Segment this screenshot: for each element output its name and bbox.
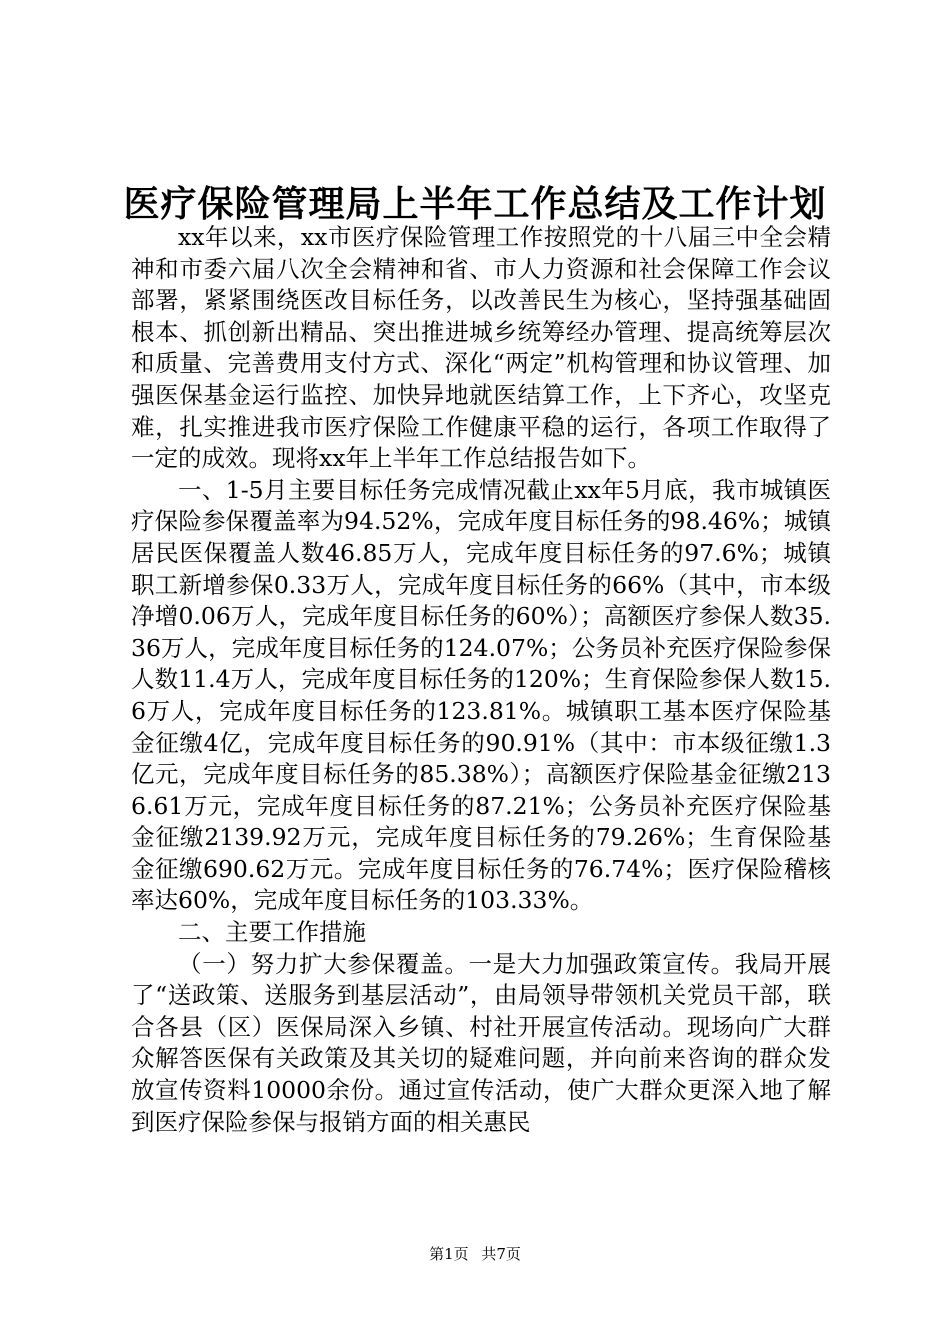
paragraph-intro: xx年以来，xx市医疗保险管理工作按照党的十八届三中全会精神和市委六届八次全会精神和省、市人力资源和社会保障工作会议部署，紧紧围绕医改目标任务，以改善民生为核心，坚持强基础固根本、抓创新出精品、突出推进城乡统筹经办管理、提高统筹层次和质量、完善费用支付方式、深化“两定”机构管理和协议管理、加强医保基金运行监控、加快异地就医结算工作，上下齐心，攻坚克难，扎实推进我市医疗保险工作健康平稳的运行，各项工作取得了一定的成效。现将xx年上半年工作总结报告如下。 bbox=[131, 223, 831, 473]
paragraph-section-two-heading: 二、主要工作措施 bbox=[178, 918, 366, 947]
document-body bbox=[131, 222, 831, 1138]
page-footer bbox=[0, 1244, 950, 1264]
document-title: 医疗保险管理局上半年工作总结及工作计划 bbox=[123, 184, 827, 225]
paragraph-section-one: 一、1-5月主要目标任务完成情况截止xx年5月底，我市城镇医疗保险参保覆盖率为94.52%，完成年度目标任务的98.46%；城镇居民医保覆盖人数46.85万人，完成年度目标任务的97.6%；城镇职工新增参保0.33万人，完成年度目标任务的66%（其中，市本级净增0.06万人，完成年度目标任务的60%）；高额医疗参保人数35.36万人，完成年度目标任务的124.07%；公务员补充医疗保险参保人数11.4万人，完成年度目标任务的120%；生育保险参保人数15.6万人，完成年度目标任务的123.81%。城镇职工基本医疗保险基金征缴4亿，完成年度目标任务的90.91%（其中：市本级征缴1.3亿元，完成年度目标任务的85.38%）；高额医疗保险基金征缴2136.61万元，完成年度目标任务的87.21%；公务员补充医疗保险基金征缴2139.92万元，完成年度目标任务的79.26%；生育保险基金征缴690.62万元。完成年度目标任务的76.74%；医疗保险稽核率达60%，完成年度目标任务的103.33%。 bbox=[131, 475, 831, 915]
page-number: 第1页 bbox=[429, 1245, 469, 1263]
page-total: 共7页 bbox=[481, 1245, 521, 1263]
paragraph-subsection-one: （一）努力扩大参保覆盖。一是大力加强政策宣传。我局开展了“送政策、送服务到基层活动”，由局领导带领机关党员干部，联合各县（区）医保局深入乡镇、村社开展宣传活动。现场向广大群众解答医保有关政策及其关切的疑难问题，并向前来咨询的群众发放宣传资料10000余份。通过宣传活动，使广大群众更深入地了解到医疗保险参保与报销方面的相关惠民 bbox=[131, 949, 831, 1136]
